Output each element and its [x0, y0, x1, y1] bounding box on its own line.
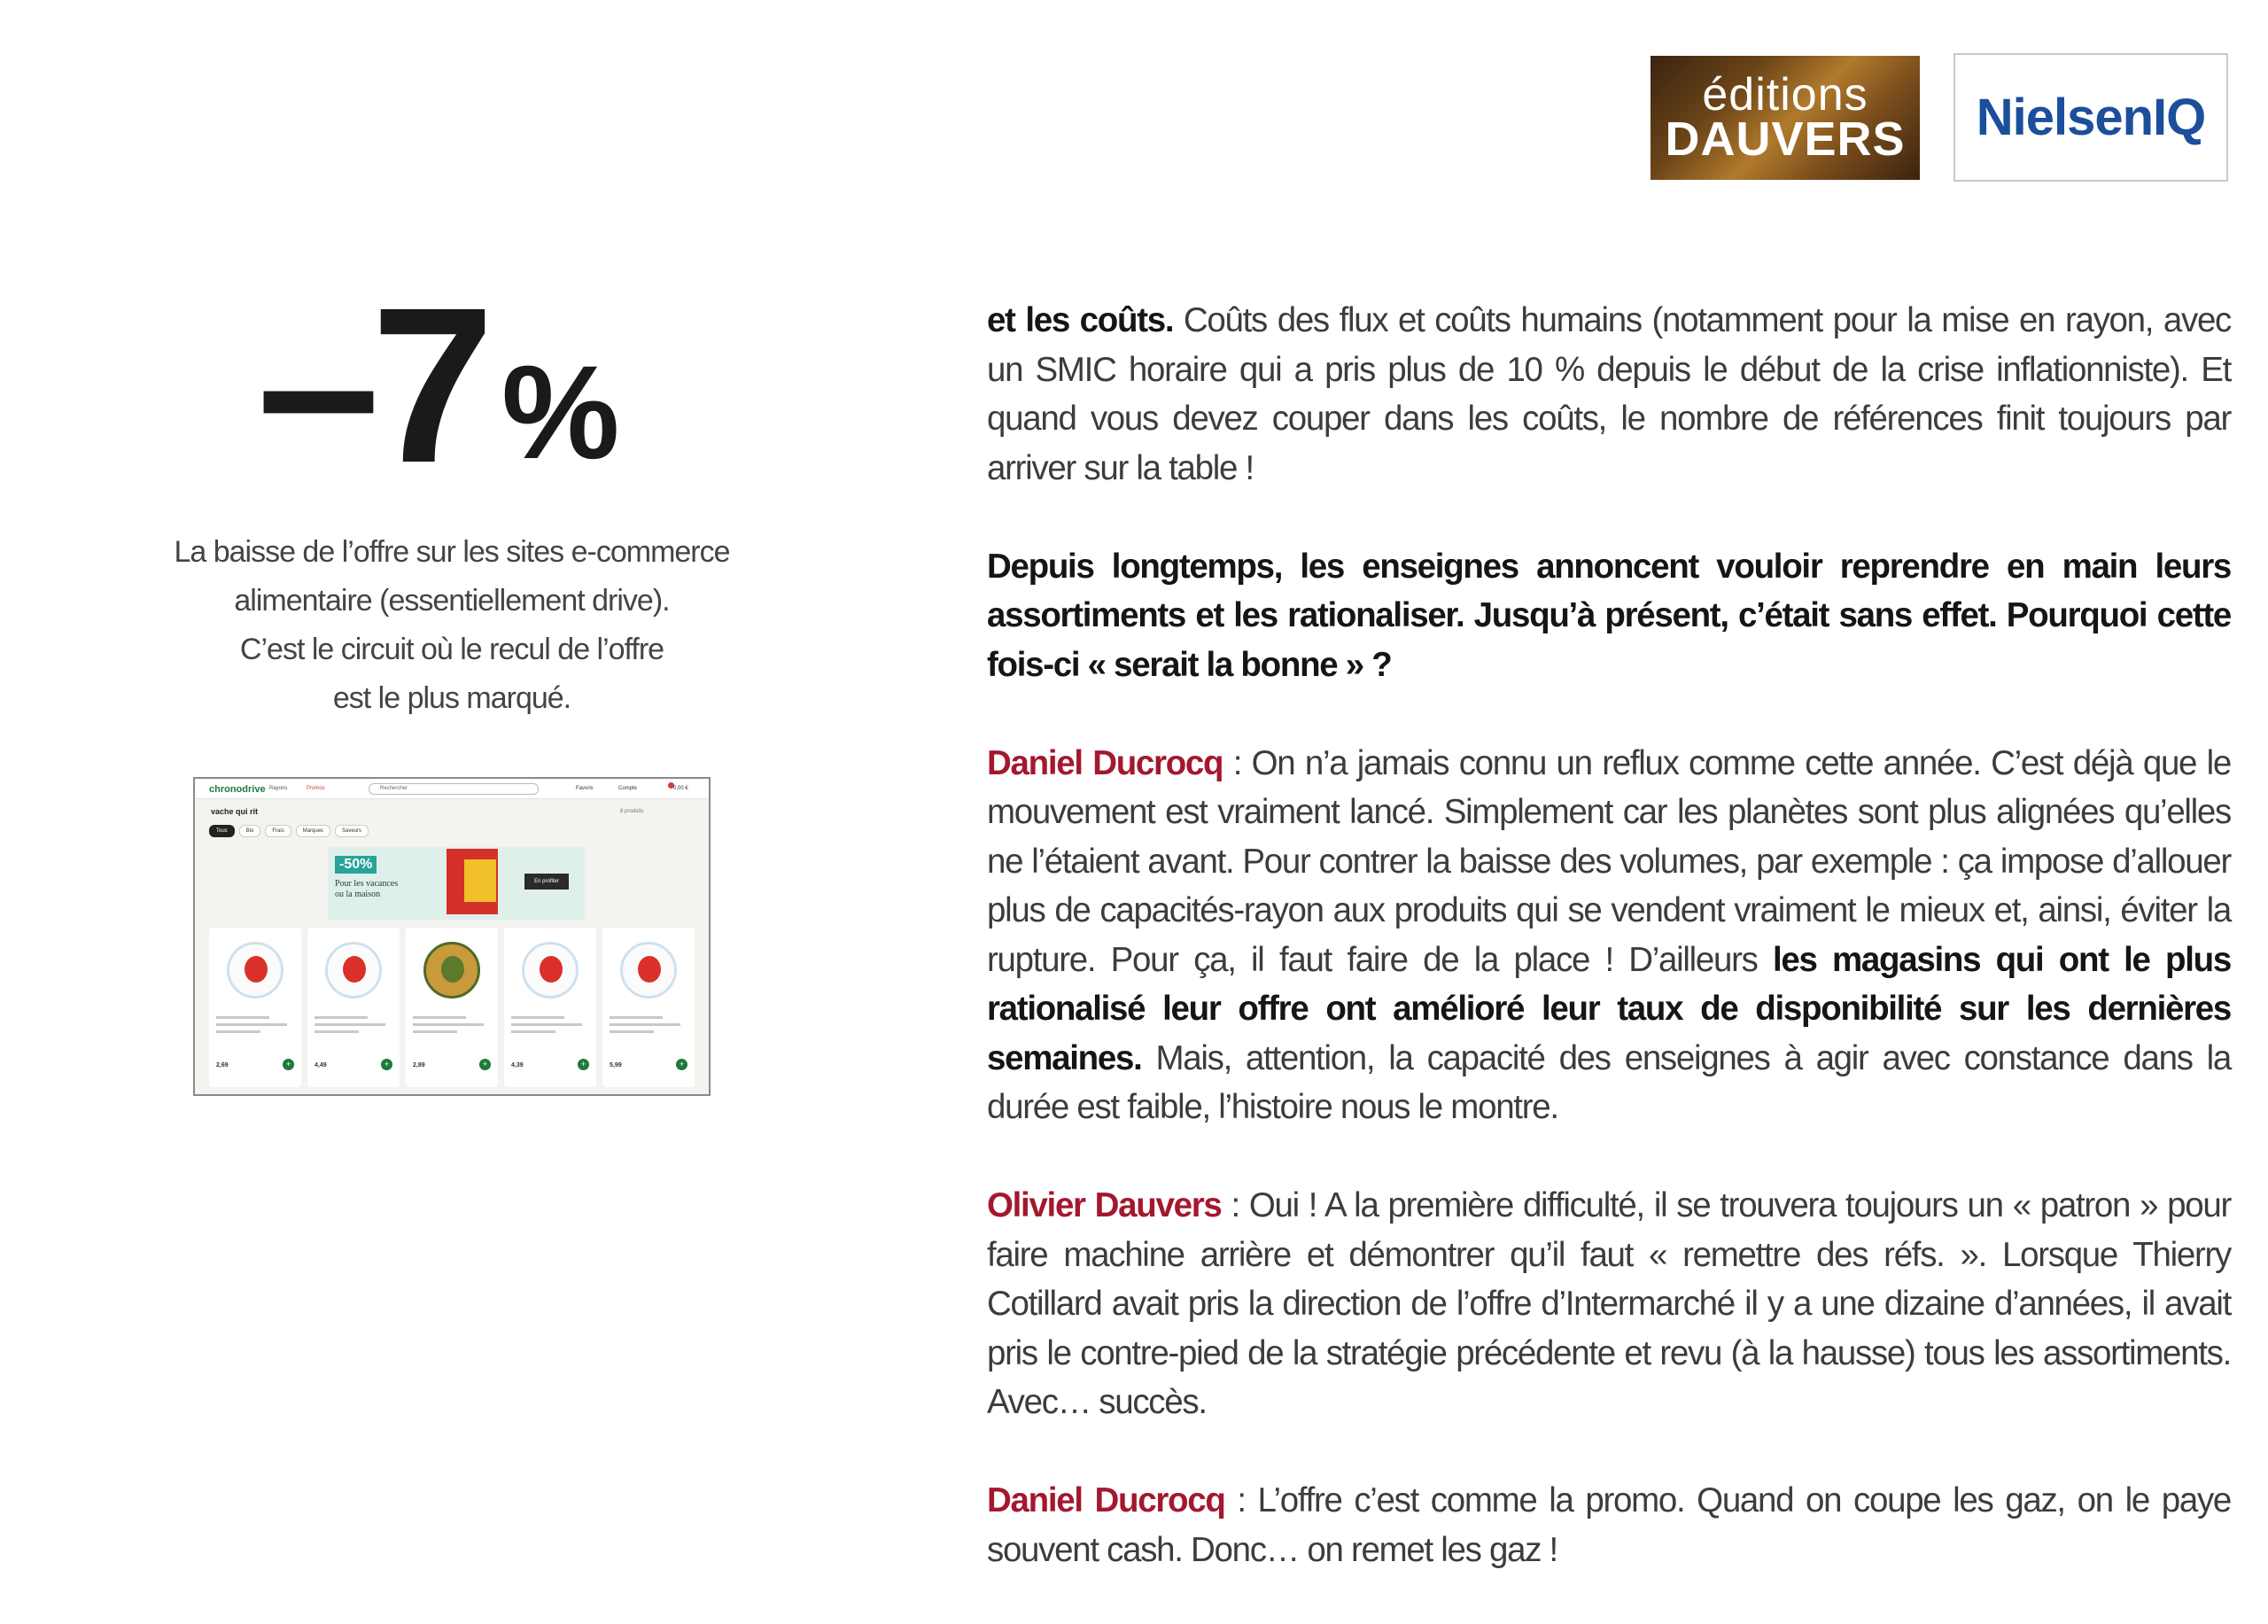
menu-rayons: Rayons — [269, 786, 288, 791]
cow-logo-icon — [540, 956, 563, 983]
product-price: 4,39 — [511, 1062, 524, 1068]
product-image — [325, 942, 382, 998]
interview-question: Depuis longtemps, les enseignes annoncent vouloir reprendre en main leurs assortiments et les rationaliser. Jusqu’à présent, c’était sans effet. Pourquoi cette fois-ci « serait la bonne » ? — [987, 547, 2231, 684]
product-text-line — [216, 1030, 260, 1033]
banner-line: ou la maison — [335, 890, 381, 899]
logo-text-editions: éditions — [1702, 69, 1868, 120]
answer-paragraph — [987, 739, 2231, 1132]
favoris-link: Favoris — [576, 786, 594, 791]
key-figure-unit: % — [501, 338, 620, 486]
add-to-cart-icon: + — [676, 1059, 687, 1070]
caption-line: est le plus marqué. — [332, 681, 571, 715]
product-price: 4,49 — [315, 1062, 327, 1068]
product-price: 2,89 — [413, 1062, 425, 1068]
chip: Saveurs — [335, 825, 369, 837]
site-logo: chronodrive — [209, 784, 266, 795]
product-price: 5,99 — [610, 1062, 622, 1068]
product-image — [522, 942, 579, 998]
product-text-line — [315, 1016, 368, 1019]
menu-promos: Promos — [307, 786, 325, 791]
product-image — [423, 942, 480, 998]
product-text-line — [511, 1030, 555, 1033]
paragraph — [987, 296, 2231, 493]
product-text-line — [413, 1023, 484, 1026]
answer-paragraph — [987, 1181, 2231, 1427]
speaker-name: Daniel Ducrocq — [987, 1481, 1225, 1519]
cow-logo-icon — [638, 956, 661, 983]
product-card — [504, 928, 596, 1087]
site-header — [195, 779, 709, 799]
product-text-line — [610, 1023, 680, 1026]
product-image — [227, 942, 284, 998]
caption-line: alimentaire (essentiellement drive). — [234, 584, 670, 618]
logo-text-nielsen: NielsenIQ — [1976, 89, 2206, 146]
banner-text — [335, 879, 398, 900]
product-card — [307, 928, 400, 1087]
product-text-line — [315, 1030, 359, 1033]
logo-text-dauvers: DAUVERS — [1665, 113, 1906, 166]
add-to-cart-icon: + — [283, 1059, 294, 1070]
product-text-line — [511, 1023, 582, 1026]
chip: Bio — [239, 825, 261, 837]
interview-article — [987, 296, 2231, 1624]
answer-emphasis: les magasins qui ont le plus rationalisé leur offre ont amélioré leur taux de disponibilité sur les dernières semaines. — [987, 940, 2231, 1077]
lead-in-bold: et les coûts. — [987, 301, 1174, 339]
add-to-cart-icon: + — [479, 1059, 491, 1070]
answer-paragraph — [987, 1476, 2231, 1574]
product-text-line — [216, 1023, 287, 1026]
product-grid — [209, 928, 695, 1087]
result-count: 8 produits — [620, 809, 644, 814]
search-query: vache qui rit — [211, 807, 259, 816]
product-text-line — [413, 1016, 466, 1019]
add-to-cart-icon: + — [578, 1059, 589, 1070]
product-card — [602, 928, 695, 1087]
site-search-placeholder: Rechercher — [380, 786, 408, 791]
nielseniq-logo — [1953, 53, 2228, 182]
product-card — [209, 928, 301, 1087]
product-image — [620, 942, 677, 998]
product-card — [406, 928, 498, 1087]
product-text-line — [610, 1016, 663, 1019]
key-figure-caption — [168, 528, 735, 723]
answer-text: : Oui ! A la première difficulté, il se trouvera toujours un « patron » pour faire machine arrière et démontrer qu’il faut « remettre des réfs. ». Lorsque Thierry Cotillard avait pris la direction de l’offre d’Intermarché il y a une dizaine d’années, il avait pris le contre-pied de la stratégie précédente et revu (à la hausse) tous les assortiments. Avec… succès. — [987, 1186, 2231, 1421]
promo-banner — [328, 847, 585, 920]
question-paragraph — [987, 542, 2231, 690]
chip: Frais — [265, 825, 291, 837]
compte-link: Compte — [618, 786, 638, 791]
chip: Tous — [209, 825, 235, 837]
caption-line: C’est le circuit où le recul de l’offre — [239, 633, 664, 666]
chronodrive-screenshot — [193, 777, 711, 1096]
promo-badge: -50% — [335, 856, 377, 874]
banner-line: Pour les vacances — [335, 879, 399, 889]
filter-chips — [209, 825, 369, 837]
answer-text: : L’offre c’est comme la promo. Quand on coupe les gaz, on le paye souvent cash. Donc… on remet les gaz ! — [987, 1481, 2231, 1569]
cow-logo-icon — [441, 956, 464, 983]
cereal-box-image — [464, 859, 496, 902]
add-to-cart-icon: + — [381, 1059, 392, 1070]
product-text-line — [511, 1016, 564, 1019]
caption-line: La baisse de l’offre sur les sites e-commerce — [174, 535, 730, 569]
cart-total: 0,00 € — [673, 786, 688, 791]
banner-cta: En profiter — [524, 874, 569, 890]
answer-text: : On n’a jamais connu un reflux comme cette année. C’est déjà que le mouvement est vraiment lancé. Simplement car les planètes sont plus alignées qu’elles ne l’étaient avant. Pour contrer la baisse des volumes, par exemple : ça impose d’allouer plus de capacités-rayon aux produits qui se vendent vraiment le mieux et, ainsi, éviter la rupture. Pour ça, il faut faire de la place ! D’ailleurs — [987, 743, 2232, 979]
site-search — [369, 783, 539, 795]
product-text-line — [315, 1023, 385, 1026]
product-text-line — [216, 1016, 269, 1019]
cow-logo-icon — [343, 956, 366, 983]
paragraph-text: Coûts des flux et coûts humains (notamment pour la mise en rayon, avec un SMIC horaire qui a pris plus de 10 % depuis le début de la crise inflationniste). Et quand vous devez couper dans les coûts, le nombre de références finit toujours par arriver sur la table ! — [987, 301, 2231, 487]
product-text-line — [610, 1030, 654, 1033]
key-figure — [257, 261, 638, 509]
product-price: 2,69 — [216, 1062, 229, 1068]
editions-dauvers-logo — [1651, 56, 1920, 180]
key-figure-value: –7 — [257, 261, 486, 509]
speaker-name: Daniel Ducrocq — [987, 743, 1223, 782]
answer-text: Mais, attention, la capacité des enseignes à agir avec constance dans la durée est faible, l’histoire nous le montre. — [987, 1038, 2231, 1126]
chip: Marques — [296, 825, 330, 837]
speaker-name: Olivier Dauvers — [987, 1186, 1222, 1224]
product-text-line — [413, 1030, 457, 1033]
cow-logo-icon — [245, 956, 268, 983]
